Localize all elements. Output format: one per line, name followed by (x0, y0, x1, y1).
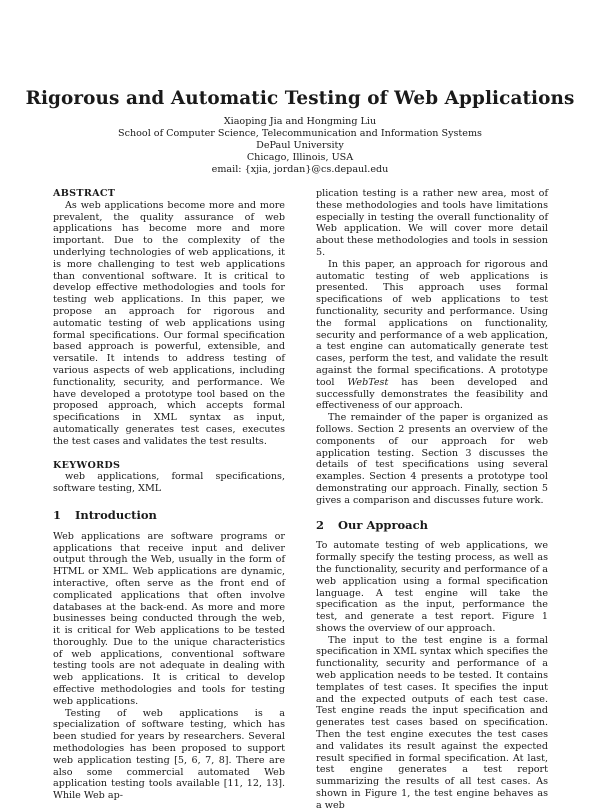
intro-paragraph-3 (316, 259, 548, 412)
section-2-heading (316, 517, 548, 532)
approach-paragraph-2: The input to the test engine is a formal specification in XML syntax which specifies the functionality, security and performance of a web application needs to be tested. It contains templates of test cases. It specifies the input and the expected outputs of each test case. Test engine reads the input specification and generates test cases based on specification. Then the test engine executes the test cases and validates its result against the expected result specified in formal specification. At last, test engine generates a test report summarizing the results of all test cases. As shown in Figure 1, the test engine behaves as a web (316, 634, 548, 811)
section-1-title: Introduction (75, 507, 157, 522)
author-block (0, 116, 600, 176)
intro-paragraph-4: The remainder of the paper is organized as follows. Section 2 presents an overview of the components of our approach for web application testing. Section 3 discusses the details of test specifications using several examples. Section 4 presents a prototype tool demonstrating our approach. Finally, section 5 gives a comparison and discusses future work. (316, 412, 548, 506)
intro-p3-text-b: has been developed and successfully demonstrates the feasibility and effectiveness of our approach. (316, 376, 548, 412)
keywords-text: web applications, formal specifications, software testing, XML (53, 471, 285, 495)
keywords-heading: KEYWORDS (53, 459, 121, 471)
section-1-heading (53, 507, 285, 522)
intro-paragraph-2: Testing of web applications is a specialization of software testing, which has been studied for years by researchers. Several methodologies has been proposed to support web application testing [5, 6, 7, 8]. There are also some commercial automated Web application testing tools available [11, 12, 13]. While Web ap- (53, 707, 285, 802)
section-1-number: 1 (53, 507, 62, 522)
abstract-text: As web applications become more and more prevalent, the quality assurance of web applications has become more and more important. Due to the complexity of the underlying technologies of web applications, it is more challenging to test web applications than conventional software. It is critical to develop effective methodologies and tools for testing web applications. In this paper, we propose an approach for rigorous and automatic testing of web applications using formal specifications. Our formal specification based approach is powerful, extensible, and versatile. It intends to address testing of various aspects of web applications, including functionality, security, and performance. We have developed a prototype tool based on the proposed approach, which accepts formal specifications in XML syntax as input, automatically generates test cases, executes the test cases and validates the test results. (53, 199, 285, 447)
section-2-title: Our Approach (338, 517, 428, 532)
intro-p3-text-a: In this paper, an approach for rigorous and automatic testing of web applications is presented. This approach uses formal specifications of web applications to test functionality, security and performance. Using the formal applications on functionality, security and performance of a web application, a test engine can automatically generate test cases, perform the test, and validate the result against the formal specifications. A prototype tool (316, 258, 548, 388)
location: Chicago, Illinois, USA (246, 152, 354, 163)
intro-paragraph-1: Web applications are software programs or applications that receive input and deliver output through the Web, usually in the form of HTML or XML. Web applications are dynamic, interactive, often serve as the front end of complicated applications that often involve databases at the back-end. As more and more businesses being conducted through the web, it is critical for Web applications to be tested thoroughly. Due to the unique characteristics of web applications, conventional software testing tools are not adequate in dealing with web applications. It is critical to develop effective methodologies and tools for testing web applications. (53, 530, 285, 707)
university: DePaul University (256, 140, 344, 151)
left-column (53, 188, 285, 802)
approach-paragraph-1: To automate testing of web applications, we formally specify the testing process, as well as the functionality, security and performance of a web application using a formal specification language. A test engine will take the specification as the input, performance the test, and generate a test report. Figure 1 shows the overview of our approach. (316, 540, 548, 634)
author-names: Xiaoping Jia and Hongming Liu (223, 116, 377, 127)
tool-name: WebTest (347, 376, 389, 388)
paper-title: Rigorous and Automatic Testing of Web Applications (25, 88, 575, 109)
section-2-number: 2 (316, 517, 325, 532)
abstract-heading: ABSTRACT (53, 188, 116, 199)
email: email: {xjia, jordan}@cs.depaul.edu (211, 164, 389, 175)
right-column (316, 188, 548, 812)
intro-continuation: plication testing is a rather new area, most of these methodologies and tools have limitations especially in testing the overall functionality of Web application. We will cover more detail about these methodologies and tools in session 5. (316, 188, 548, 258)
affiliation: School of Computer Science, Telecommunication and Information Systems (118, 128, 482, 139)
